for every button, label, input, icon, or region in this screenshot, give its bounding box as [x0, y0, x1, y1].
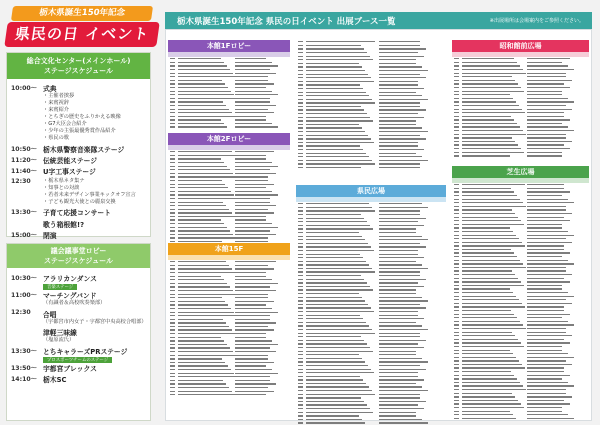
main-stage-title-line2: ステージスケジュール	[43, 67, 114, 75]
booth-rows	[168, 150, 290, 243]
schedule-time: 13:30〜	[11, 347, 37, 355]
booth-list-banner	[165, 12, 592, 29]
main-stage-title	[7, 53, 150, 79]
schedule-time: 11:20〜	[11, 156, 37, 164]
schedule-time: 10:30〜	[11, 275, 37, 282]
schedule-item	[11, 178, 146, 206]
schedule-subitem: ・主催者挨拶	[43, 93, 75, 99]
booth-block-misc-column	[296, 40, 446, 169]
booth-row-line	[296, 166, 446, 170]
booth-block-kenmin-hiroba	[296, 185, 446, 425]
schedule-subitem: ・G7大臣会合紹介	[43, 121, 87, 128]
booth-rows	[452, 183, 589, 420]
schedule-time: 13:30〜	[11, 209, 37, 217]
banner-title: 栃木県誕生150年記念 県民の日イベント 出展ブース一覧	[177, 16, 396, 27]
schedule-item	[11, 363, 146, 373]
schedule-title: マーチングバンド	[43, 292, 97, 301]
schedule-item	[11, 144, 146, 154]
lobby-stage-title-line1: 議会議事堂ロビー	[50, 247, 107, 255]
schedule-time: 12:30	[11, 177, 31, 185]
schedule-item	[11, 207, 146, 217]
schedule-time: 14:10〜	[11, 376, 37, 384]
schedule-time: 12:30	[11, 308, 31, 316]
booth-block-showakan	[452, 40, 589, 158]
schedule-subitem: ・若者未来デザイン事業キックオフ宣言	[43, 191, 136, 198]
schedule-item	[11, 83, 146, 142]
schedule-subitem: ・子ども観光大使との麗泉交換	[43, 198, 116, 205]
booth-block-title: 芝生広場	[452, 166, 589, 178]
booth-block-title: 本館1Fロビー	[168, 40, 290, 52]
schedule-time: 13:50〜	[11, 365, 37, 372]
schedule-item	[11, 346, 146, 356]
schedule-title: 合唱	[42, 310, 57, 319]
schedule-title: 歌う箱根館!?	[43, 220, 85, 229]
schedule-title: 伝統芸能ステージ	[43, 156, 98, 165]
schedule-title: 栃木SC	[43, 376, 67, 385]
schedule-item	[11, 327, 146, 344]
schedule-subitem: ・来賓祝辞	[43, 100, 69, 107]
schedule-item	[11, 219, 146, 229]
schedule-subitem: （宇都宮市内女子・宇都宮中央高校合唱部）	[42, 318, 147, 325]
booth-rows	[296, 202, 446, 425]
schedule-subitem: ・とちぎの歴史をふりかえる映像	[43, 114, 121, 121]
logo-event-line: 県民の日 イベント	[4, 22, 160, 47]
schedule-category-bar: プロスポーツチームのステージ	[43, 357, 112, 363]
schedule-subitem: （塩原流氏）	[43, 337, 75, 344]
schedule-title: U字工事ステージ	[43, 168, 96, 177]
schedule-item	[11, 374, 146, 384]
booth-block-title: 昭和館前広場	[452, 40, 589, 52]
schedule-item	[11, 230, 146, 240]
schedule-title: 閉演	[43, 231, 57, 240]
schedule-title: 子育て応援コンサート	[43, 209, 111, 218]
booth-rows	[168, 260, 290, 397]
booth-block-1f-lobby	[168, 40, 290, 129]
booth-row-line	[296, 421, 446, 425]
schedule-category-bar: 音楽ステージ	[43, 284, 77, 290]
schedule-subitem: （有識者＆高校吹奏楽部）	[43, 300, 106, 307]
event-logo	[6, 6, 158, 48]
schedule-item	[11, 309, 146, 326]
schedule-time: 11:00〜	[11, 292, 37, 300]
schedule-time: 11:40〜	[11, 168, 37, 176]
schedule-subitem: ・栃木県ネタ集ナ	[43, 177, 85, 184]
logo-anniversary-line: 栃木県誕生150年記念	[11, 6, 153, 21]
booth-block-title: 本館15F	[168, 243, 290, 255]
booth-rows	[452, 57, 589, 158]
schedule-title: 栃木県警察音楽隊ステージ	[43, 145, 125, 154]
booth-row-line	[168, 125, 290, 129]
booth-row-line	[168, 393, 290, 397]
lobby-stage-schedule	[7, 268, 150, 384]
schedule-item	[11, 155, 146, 165]
schedule-time: 10:00〜	[11, 85, 37, 92]
booth-row-line	[452, 154, 589, 158]
schedule-title: とちキャラーズPRステージ	[43, 347, 128, 356]
booth-block-title: 本館2Fロビー	[168, 133, 290, 145]
schedule-title: 式典	[43, 85, 57, 93]
banner-note: ※出展場所は会場案内をご参照ください。	[489, 18, 584, 24]
booth-rows	[168, 57, 290, 129]
booth-block-shibafu	[452, 166, 589, 420]
schedule-subitem: ・来賓紹介	[43, 107, 69, 114]
booth-row-line	[452, 417, 589, 421]
booth-block-2f-lobby	[168, 133, 290, 243]
schedule-title: 宇都宮ブレックス	[43, 365, 97, 373]
schedule-time: 10:50〜	[11, 145, 37, 153]
lobby-stage-title-line2: ステージスケジュール	[43, 257, 114, 265]
booth-rows	[296, 40, 446, 169]
schedule-title: アラリカンダンス	[43, 275, 97, 283]
main-stage-schedule	[7, 79, 150, 240]
schedule-subitem: ・少年の主張最優秀賞作品紹介	[43, 128, 116, 135]
booth-block-title: 県民広場	[296, 185, 446, 197]
lobby-stage-panel	[6, 243, 151, 421]
schedule-title: 津軽三味線	[43, 329, 77, 338]
schedule-subitem: ・知事との対談	[43, 184, 80, 191]
main-stage-title-line1: 総合文化センター(メインホール)	[26, 57, 131, 65]
schedule-item	[11, 166, 146, 176]
booth-block-15f	[168, 243, 290, 397]
lobby-stage-title	[7, 244, 150, 268]
schedule-item	[11, 273, 146, 283]
schedule-time: 15:00〜	[11, 231, 37, 239]
schedule-item	[11, 290, 146, 307]
main-stage-panel	[6, 52, 151, 240]
schedule-subitem: ・県民の歌	[43, 135, 69, 142]
